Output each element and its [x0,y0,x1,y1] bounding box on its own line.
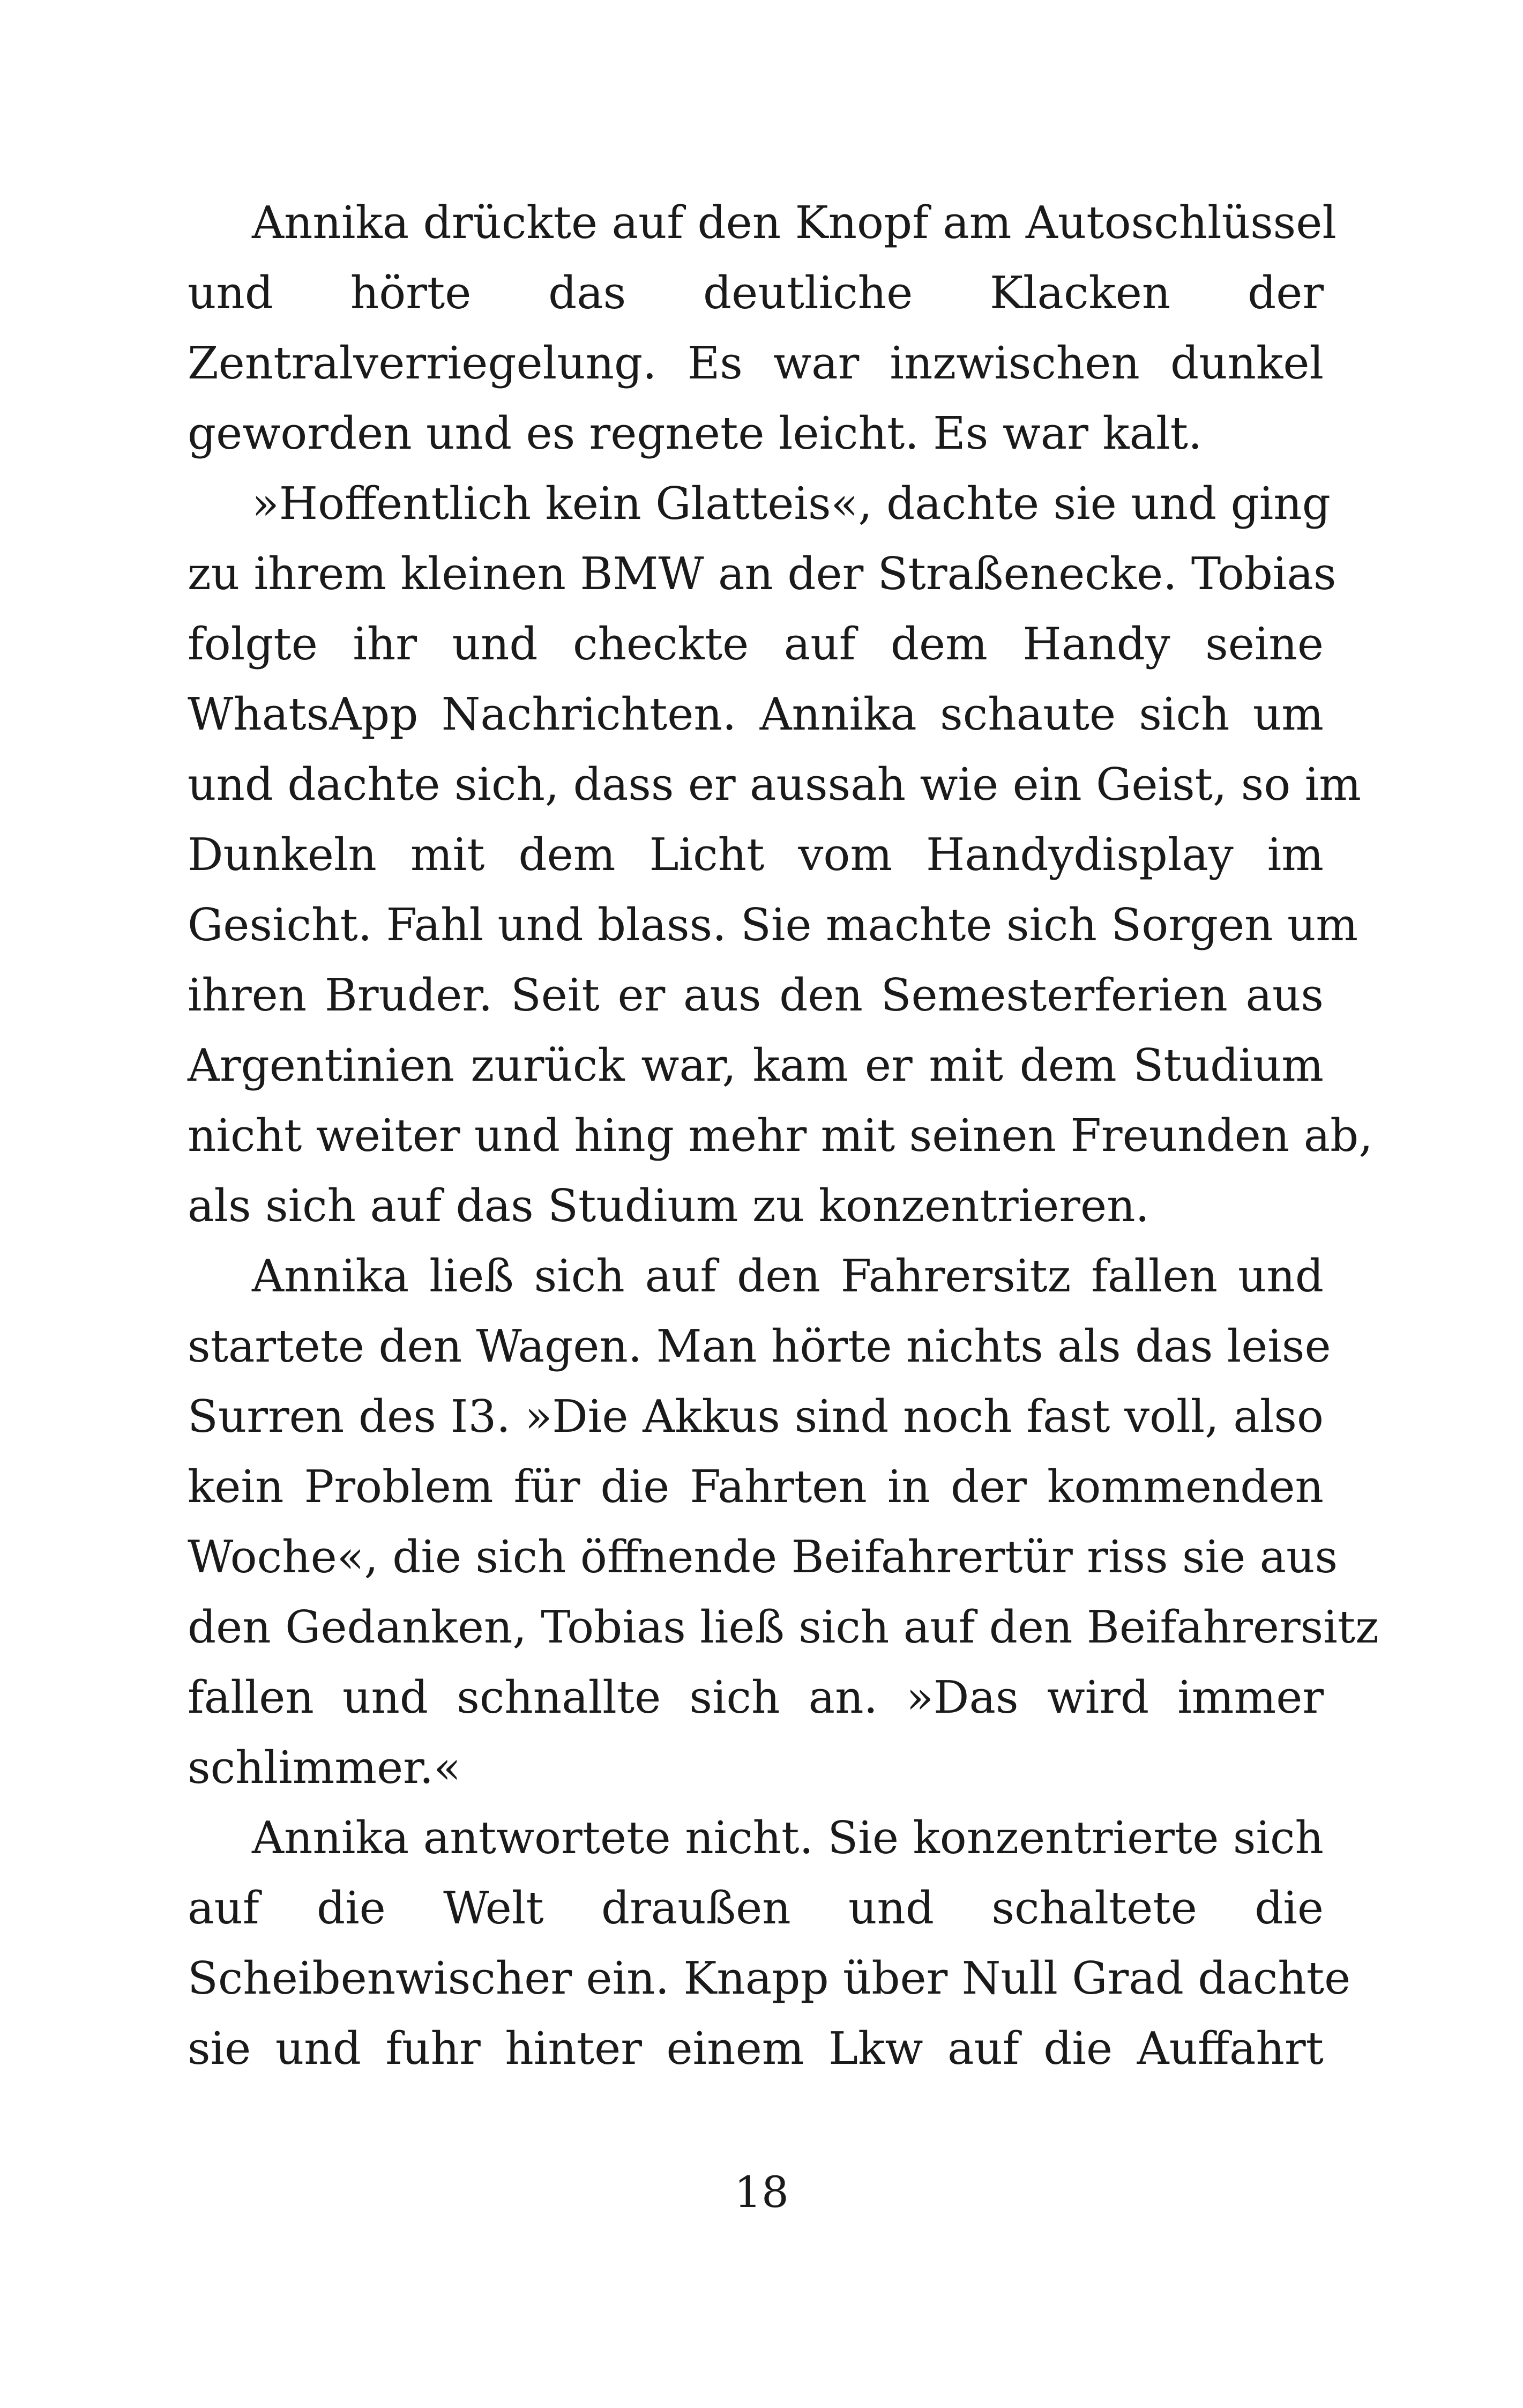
text-line: kein Problem für die Fahrten in der kommenden [188,1461,1324,1513]
text-line: Woche«, die sich öffnende Beifahrertür riss sie aus [188,1531,1338,1583]
text-line: zu ihrem kleinen BMW an der Straßenecke. Tobias [188,548,1337,600]
text-line: nicht weiter und hing mehr mit seinen Freunden ab, [188,1110,1373,1162]
text-line: Dunkeln mit dem Licht vom Handydisplay im [188,829,1324,881]
text-line: als sich auf das Studium zu konzentrieren. [188,1180,1149,1232]
text-line: und hörte das deutliche Klacken der [188,267,1324,319]
text-line: Annika ließ sich auf den Fahrersitz fallen und [252,1250,1324,1302]
text-line: Annika drückte auf den Knopf am Autoschlüssel [252,197,1337,249]
text-line: geworden und es regnete leicht. Es war kalt. [188,407,1203,459]
text-line: den Gedanken, Tobias ließ sich auf den Beifahrersitz [188,1601,1379,1653]
text-line: startete den Wagen. Man hörte nichts als das leise [188,1320,1331,1372]
text-line: Annika antwortete nicht. Sie konzentrierte sich [252,1812,1324,1864]
text-line: schlimmer.« [188,1742,461,1794]
page-number: 18 [734,2167,789,2217]
text-line: und dachte sich, dass er aussah wie ein Geist, so im [188,759,1361,811]
text-line: fallen und schnallte sich an. »Das wird immer [188,1671,1324,1723]
text-line: Surren des I3. »Die Akkus sind noch fast voll, also [188,1391,1324,1443]
text-line: Scheibenwischer ein. Knapp über Null Grad dachte [188,1952,1351,2004]
text-line: »Hoffentlich kein Glatteis«, dachte sie und ging [252,478,1331,530]
body-text [188,188,1379,2084]
text-line: folgte ihr und checkte auf dem Handy seine [188,618,1324,670]
text-line: auf die Welt draußen und schaltete die [188,1882,1324,1934]
text-line: ihren Bruder. Seit er aus den Semesterferien aus [188,969,1324,1021]
text-line: WhatsApp Nachrichten. Annika schaute sich um [188,688,1324,740]
text-line: Zentralverriegelung. Es war inzwischen dunkel [188,337,1324,389]
text-line: Argentinien zurück war, kam er mit dem Studium [188,1039,1324,1091]
text-line: sie und fuhr hinter einem Lkw auf die Auffahrt [188,2023,1324,2075]
text-line: Gesicht. Fahl und blass. Sie machte sich Sorgen um [188,899,1358,951]
